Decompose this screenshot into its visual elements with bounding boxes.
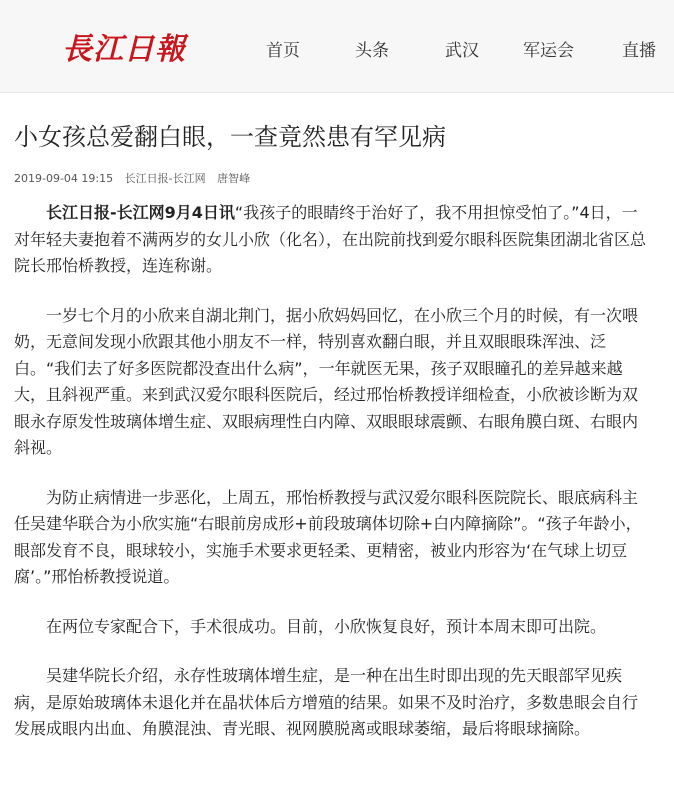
publish-datetime: 2019-09-04 19:15 (14, 172, 114, 185)
article-meta (14, 170, 653, 188)
article-paragraph (14, 200, 653, 280)
site-logo[interactable]: 長江日報 (62, 32, 186, 67)
nav-wuhan[interactable]: 武汉 (445, 41, 479, 61)
article-title: 小女孩总爱翻白眼，一查竟然患有罕见病 (14, 123, 446, 151)
dateline: 长江日报-长江网9月4日讯 (46, 203, 235, 222)
article-paragraph: 为防止病情进一步恶化，上周五，邢怡桥教授与武汉爱尔眼科医院院长、眼底病科主任吴建华联合为小欣实施“右眼前房成形+前段玻璃体切除+白内障摘除”。“孩子年龄小，眼部发育不良，眼球较小，实施手术要求更轻柔、更精密，被业内形容为‘在气球上切豆腐’。”邢怡桥教授说道。 (14, 487, 642, 586)
article-paragraph: 吴建华院长介绍，永存性玻璃体增生症，是一种在出生时即出现的先天眼部罕见疾病，是原始玻璃体未退化并在晶状体后方增殖的结果。如果不及时治疗，多数患眼会自行发展成眼内出血、角膜混浊、青光眼、视网膜脱离或眼球萎缩，最后将眼球摘除。 (14, 666, 639, 738)
nav-home[interactable]: 首页 (266, 41, 300, 61)
nav-headlines[interactable]: 头条 (355, 41, 389, 61)
article-body (14, 200, 653, 743)
article-paragraph: 在两位专家配合下，手术很成功。目前，小欣恢复良好，预计本周末即可出院。 (46, 616, 607, 636)
nav-military-games[interactable]: 军运会 (523, 41, 574, 61)
paragraph-text: “我孩子的眼睛终于治好了，我不用担惊受怕了。”4日，一对年轻夫妻抱着不满两岁的女儿小欣（化名），在出院前找到爱尔眼科医院集团湖北省区总院长邢怡桥教授，连连称谢。 (14, 203, 647, 275)
site-header (0, 0, 674, 93)
article-paragraph: 一岁七个月的小欣来自湖北荆门，据小欣妈妈回忆，在小欣三个月的时候，有一次喂奶，无意间发现小欣跟其他小朋友不一样，特别喜欢翻白眼，并且双眼眼珠浑浊、泛白。“我们去了好多医院都没查出什么病”，一年就医无果，孩子双眼瞳孔的差异越来越大，且斜视严重。来到武汉爱尔眼科医院后，经过邢怡桥教授详细检查，小欣被诊断为双眼永存原发性玻璃体增生症、双眼病理性白内障、双眼眼球震颤、右眼角膜白斑、右眼内斜视。 (14, 305, 639, 457)
nav-live[interactable]: 直播 (622, 41, 656, 61)
article-author: 唐智峰 (217, 172, 251, 185)
article-source[interactable]: 长江日报-长江网 (124, 172, 206, 185)
article (0, 121, 674, 743)
